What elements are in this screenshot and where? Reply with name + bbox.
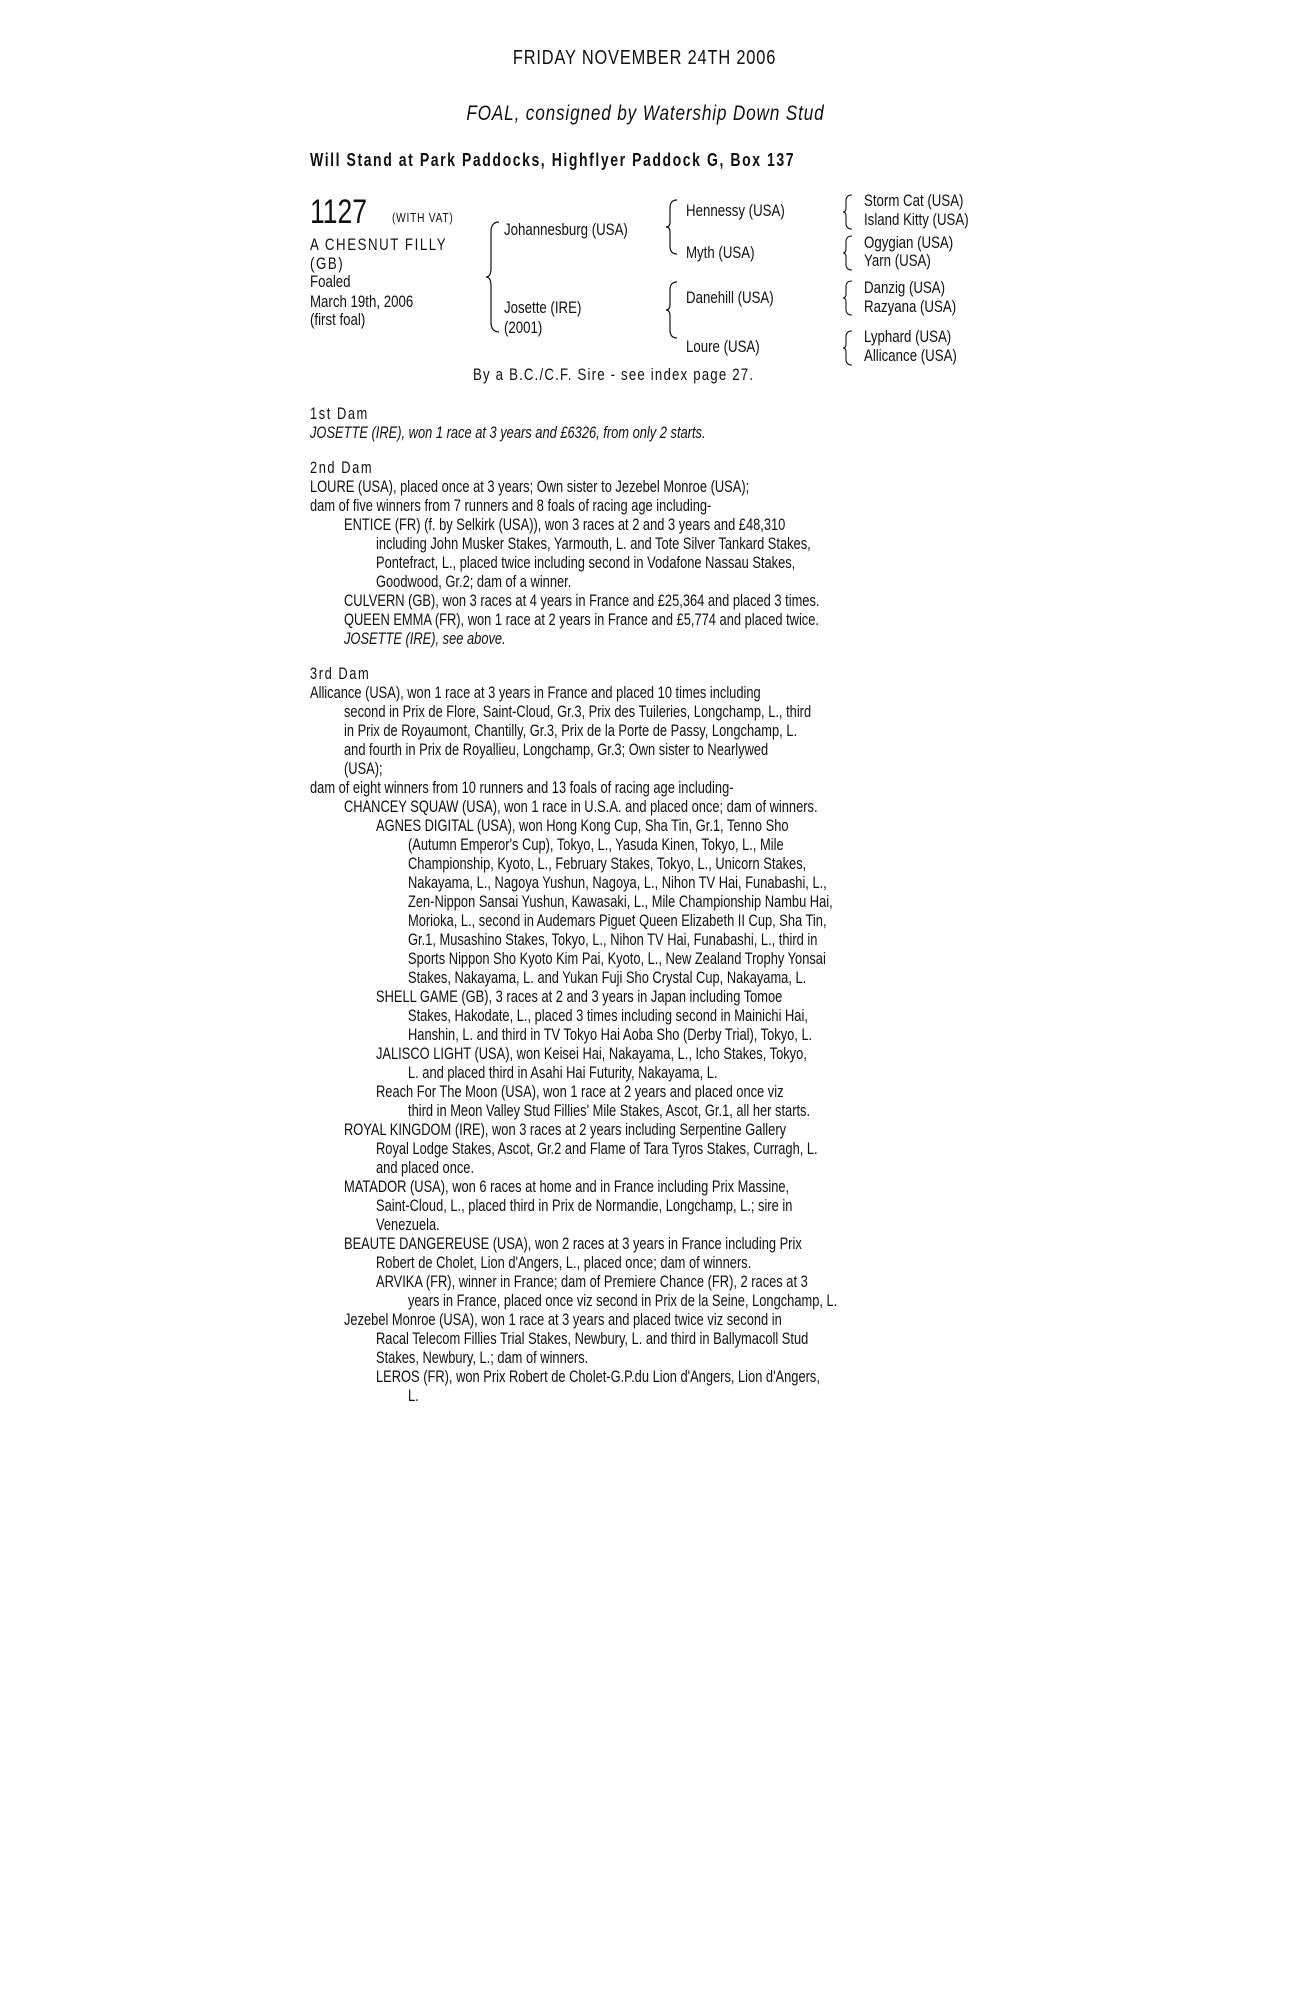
lot-origin: (GB) bbox=[310, 254, 345, 273]
list-item: L. and placed third in Asahi Hai Futurity, Nakayama, L. bbox=[408, 1064, 718, 1082]
list-item: ARVIKA (FR), winner in France; dam of Premiere Chance (FR), 2 races at 3 bbox=[376, 1273, 808, 1291]
list-item: MATADOR (USA), won 6 races at home and in France including Prix Massine, bbox=[344, 1178, 790, 1196]
vat-note: (WITH VAT) bbox=[392, 210, 454, 225]
lot-description: A CHESNUT FILLY bbox=[310, 235, 448, 254]
first-dam-text: JOSETTE (IRE), won 1 race at 3 years and £6326, from only 2 starts. bbox=[310, 424, 706, 442]
first-dam-heading: 1st Dam bbox=[310, 405, 369, 423]
sire-sire: Hennessy (USA) bbox=[686, 201, 785, 220]
list-item: ROYAL KINGDOM (IRE), won 3 races at 2 years including Serpentine Gallery bbox=[344, 1121, 787, 1139]
list-item: Goodwood, Gr.2; dam of a winner. bbox=[376, 573, 572, 591]
list-item: Jezebel Monroe (USA), won 1 race at 3 years and placed twice viz second in bbox=[344, 1311, 782, 1329]
pedigree-brace-sire bbox=[665, 198, 679, 256]
sale-date: FRIDAY NOVEMBER 24TH 2006 bbox=[513, 47, 777, 69]
list-item: and fourth in Prix de Royallieu, Longchamp, Gr.3; Own sister to Nearlywed bbox=[344, 741, 769, 759]
list-item: L. bbox=[408, 1387, 419, 1405]
ss-dam: Island Kitty (USA) bbox=[864, 210, 969, 229]
pedigree-brace-main bbox=[485, 220, 501, 335]
pedigree-brace-dd bbox=[842, 329, 854, 367]
sd-dam: Yarn (USA) bbox=[864, 251, 931, 270]
list-item: second in Prix de Flore, Saint-Cloud, Gr.3, Prix des Tuileries, Longchamp, L., third bbox=[344, 703, 812, 721]
dam-sire: Danehill (USA) bbox=[686, 288, 774, 307]
dam-name: Josette (IRE) bbox=[504, 298, 582, 317]
list-item: dam of five winners from 7 runners and 8 foals of racing age including- bbox=[310, 497, 712, 515]
list-item: LOURE (USA), placed once at 3 years; Own sister to Jezebel Monroe (USA); bbox=[310, 478, 750, 496]
sire-name: Johannesburg (USA) bbox=[504, 220, 628, 239]
foal-note: (first foal) bbox=[310, 310, 366, 329]
list-item: Sports Nippon Sho Kyoto Kim Pai, Kyoto, L., New Zealand Trophy Yonsai bbox=[408, 950, 826, 968]
ds-sire: Danzig (USA) bbox=[864, 278, 946, 297]
list-item: and placed once. bbox=[376, 1159, 475, 1177]
sd-sire: Ogygian (USA) bbox=[864, 233, 954, 252]
list-item: Robert de Cholet, Lion d'Angers, L., placed once; dam of winners. bbox=[376, 1254, 752, 1272]
list-item: Zen-Nippon Sansai Yushun, Kawasaki, L., Mile Championship Nambu Hai, bbox=[408, 893, 833, 911]
stand-location: Will Stand at Park Paddocks, Highflyer Paddock G, Box 137 bbox=[310, 150, 796, 170]
list-item: (USA); bbox=[344, 760, 383, 778]
lot-number: 1127 bbox=[310, 193, 368, 231]
sire-dam: Myth (USA) bbox=[686, 243, 755, 262]
dam-history bbox=[310, 405, 980, 1406]
pedigree-brace-dam bbox=[665, 280, 679, 340]
foaled-label: Foaled bbox=[310, 272, 351, 291]
second-dam-heading: 2nd Dam bbox=[310, 459, 374, 477]
list-item: Racal Telecom Fillies Trial Stakes, Newbury, L. and third in Ballymacoll Stud bbox=[376, 1330, 809, 1348]
list-item: third in Meon Valley Stud Fillies' Mile Stakes, Ascot, Gr.1, all her starts. bbox=[408, 1102, 811, 1120]
list-item: in Prix de Royaumont, Chantilly, Gr.3, Prix de la Porte de Passy, Longchamp, L. bbox=[344, 722, 798, 740]
list-item: (Autumn Emperor's Cup), Tokyo, L., Yasuda Kinen, Tokyo, L., Mile bbox=[408, 836, 784, 854]
list-item: including John Musker Stakes, Yarmouth, L. and Tote Silver Tankard Stakes, bbox=[376, 535, 811, 553]
list-item: LEROS (FR), won Prix Robert de Cholet-G.P.du Lion d'Angers, Lion d'Angers, bbox=[376, 1368, 820, 1386]
list-item: Championship, Kyoto, L., February Stakes, Tokyo, L., Unicorn Stakes, bbox=[408, 855, 807, 873]
list-item: Venezuela. bbox=[376, 1216, 440, 1234]
list-item: JALISCO LIGHT (USA), won Keisei Hai, Nakayama, L., Icho Stakes, Tokyo, bbox=[376, 1045, 807, 1063]
list-item: CHANCEY SQUAW (USA), won 1 race in U.S.A. and placed once; dam of winners. bbox=[344, 798, 818, 816]
pedigree-brace-ss bbox=[842, 193, 854, 231]
pedigree-brace-sd bbox=[842, 234, 854, 272]
dd-dam: Allicance (USA) bbox=[864, 346, 957, 365]
list-item: years in France, placed once viz second in Prix de la Seine, Longchamp, L. bbox=[408, 1292, 838, 1310]
list-item: QUEEN EMMA (FR), won 1 race at 2 years in France and £5,774 and placed twice. bbox=[344, 611, 819, 629]
list-item: Hanshin, L. and third in TV Tokyo Hai Aoba Sho (Derby Trial), Tokyo, L. bbox=[408, 1026, 813, 1044]
sire-index-note: By a B.C./C.F. Sire - see index page 27. bbox=[473, 365, 755, 384]
dam-year: (2001) bbox=[504, 318, 543, 337]
list-item: Nakayama, L., Nagoya Yushun, Nagoya, L., Nihon TV Hai, Funabashi, L., bbox=[408, 874, 827, 892]
ds-dam: Razyana (USA) bbox=[864, 297, 957, 316]
ss-sire: Storm Cat (USA) bbox=[864, 191, 964, 210]
list-item: Stakes, Nakayama, L. and Yukan Fuji Sho Crystal Cup, Nakayama, L. bbox=[408, 969, 807, 987]
pedigree-brace-ds bbox=[842, 279, 854, 317]
dd-sire: Lyphard (USA) bbox=[864, 327, 952, 346]
third-dam-heading: 3rd Dam bbox=[310, 665, 371, 683]
list-item: Stakes, Hakodate, L., placed 3 times including second in Mainichi Hai, bbox=[408, 1007, 808, 1025]
list-item: AGNES DIGITAL (USA), won Hong Kong Cup, Sha Tin, Gr.1, Tenno Sho bbox=[376, 817, 789, 835]
list-item: JOSETTE (IRE), see above. bbox=[344, 630, 506, 648]
list-item: Morioka, L., second in Audemars Piguet Queen Elizabeth II Cup, Sha Tin, bbox=[408, 912, 827, 930]
list-item: Allicance (USA), won 1 race at 3 years in France and placed 10 times including bbox=[310, 684, 761, 702]
list-item: Saint-Cloud, L., placed third in Prix de Normandie, Longchamp, L.; sire in bbox=[376, 1197, 793, 1215]
list-item: Royal Lodge Stakes, Ascot, Gr.2 and Flame of Tara Tyros Stakes, Curragh, L. bbox=[376, 1140, 818, 1158]
list-item: dam of eight winners from 10 runners and 13 foals of racing age including- bbox=[310, 779, 734, 797]
list-item: SHELL GAME (GB), 3 races at 2 and 3 years in Japan including Tomoe bbox=[376, 988, 783, 1006]
list-item: ENTICE (FR) (f. by Selkirk (USA)), won 3 races at 2 and 3 years and £48,310 bbox=[344, 516, 786, 534]
dam-dam: Loure (USA) bbox=[686, 337, 760, 356]
list-item: Reach For The Moon (USA), won 1 race at 2 years and placed once viz bbox=[376, 1083, 784, 1101]
foaled-date: March 19th, 2006 bbox=[310, 292, 414, 311]
list-item: Pontefract, L., placed twice including second in Vodafone Nassau Stakes, bbox=[376, 554, 796, 572]
list-item: CULVERN (GB), won 3 races at 4 years in France and £25,364 and placed 3 times. bbox=[344, 592, 820, 610]
consignor-line: FOAL, consigned by Watership Down Stud bbox=[465, 102, 825, 125]
list-item: BEAUTE DANGEREUSE (USA), won 2 races at 3 years in France including Prix bbox=[344, 1235, 802, 1253]
list-item: Gr.1, Musashino Stakes, Tokyo, L., Nihon TV Hai, Funabashi, L., third in bbox=[408, 931, 818, 949]
list-item: Stakes, Newbury, L.; dam of winners. bbox=[376, 1349, 589, 1367]
